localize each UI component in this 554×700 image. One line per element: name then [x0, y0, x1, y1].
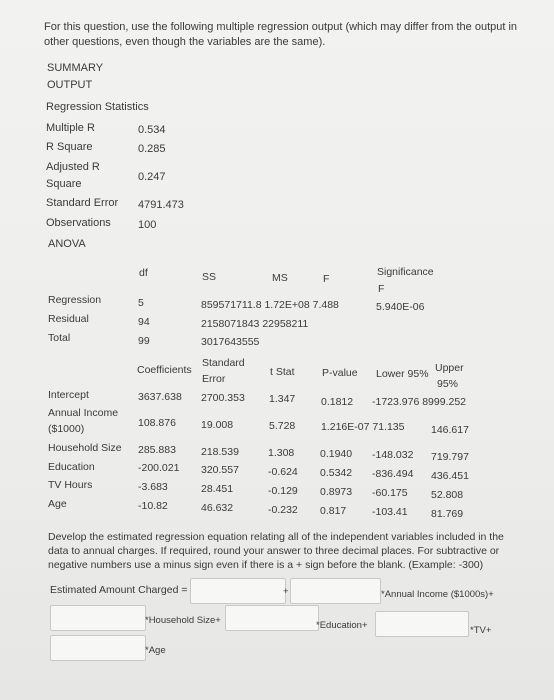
r-square-label: R Square — [46, 141, 93, 153]
age-term: *Age — [145, 645, 166, 656]
annual-income-unit: ($1000) — [48, 423, 85, 435]
anova-total-label: Total — [48, 332, 71, 344]
education-p: 0.5342 — [320, 467, 353, 479]
age-upper: 81.769 — [431, 508, 464, 520]
lower95-header: Lower 95% — [376, 368, 429, 380]
age-t: -0.232 — [268, 504, 298, 516]
household-size-label: Household Size — [48, 442, 122, 454]
age-p: 0.817 — [320, 505, 347, 517]
intercept-answer-input[interactable] — [190, 578, 286, 604]
output-label: OUTPUT — [47, 79, 93, 91]
anova-ms-header: MS — [272, 272, 288, 284]
annual-income-label: Annual Income — [48, 407, 119, 419]
education-upper: 436.451 — [431, 470, 469, 482]
adjusted-r-label: Adjusted R — [46, 161, 100, 173]
household-size-p: 0.1940 — [320, 448, 353, 460]
intercept-label: Intercept — [48, 389, 89, 401]
anova-residual-values: 2158071843 22958211 — [201, 318, 309, 330]
anova-residual-df: 94 — [138, 316, 150, 328]
intercept-p: 0.1812 — [321, 396, 354, 408]
anova-regression-values: 859571711.8 1.72E+08 7.488 — [201, 299, 339, 311]
se-header: Standard — [202, 357, 245, 369]
equation-lead: Estimated Amount Charged = — [50, 584, 188, 596]
observations-value: 100 — [138, 219, 157, 231]
age-label: Age — [48, 498, 67, 510]
tstat-header: t Stat — [270, 366, 295, 378]
tv-hours-lower: -60.175 — [372, 487, 408, 499]
anova-regression-significance: 5.940E-06 — [376, 301, 425, 313]
annual-income-t: 5.728 — [269, 420, 296, 432]
household-size-upper: 719.797 — [431, 451, 469, 463]
anova-regression-label: Regression — [48, 294, 102, 306]
anova-significance-f-header: F — [378, 283, 385, 295]
education-t: -0.624 — [268, 466, 298, 478]
education-coef: -200.021 — [138, 462, 180, 474]
household-size-se: 218.539 — [201, 446, 239, 458]
intercept-se: 2700.353 — [201, 392, 245, 404]
tv-hours-label: TV Hours — [48, 479, 93, 491]
multiple-r-value: 0.534 — [138, 124, 166, 136]
tv-hours-coef: -3.683 — [138, 481, 168, 493]
household-size-lower: -148.032 — [372, 449, 414, 461]
intercept-ci: -1723.976 8999.252 — [372, 396, 467, 408]
tv-term: *TV+ — [470, 625, 492, 636]
adjusted-r-square-label: Square — [46, 178, 82, 190]
standard-error-value: 4791.473 — [138, 199, 184, 211]
household-size-coef: 285.883 — [138, 444, 176, 456]
age-se: 46.632 — [201, 502, 234, 514]
education-lower: -836.494 — [372, 468, 414, 480]
multiple-r-label: Multiple R — [46, 122, 95, 134]
tv-hours-upper: 52.808 — [431, 489, 464, 501]
observations-label: Observations — [46, 217, 111, 229]
tv-hours-se: 28.451 — [201, 483, 234, 495]
anova-f-header: F — [323, 273, 330, 285]
annual-income-se: 19.008 — [201, 419, 234, 431]
education-term: *Education+ — [316, 620, 368, 631]
education-se: 320.557 — [201, 464, 239, 476]
standard-error-label: Standard Error — [46, 197, 119, 209]
se-error-header: Error — [202, 373, 226, 385]
household-size-term: *Household Size+ — [145, 615, 221, 626]
anova-title: ANOVA — [48, 238, 86, 250]
annual-income-answer-input[interactable] — [290, 578, 381, 604]
question-intro: For this question, use the following multiple regression output (which may differ from the output in other questions, even though the variables are the same). — [44, 21, 518, 48]
household-size-t: 1.308 — [268, 447, 295, 459]
r-square-value: 0.285 — [138, 143, 166, 155]
intercept-coef: 3637.638 — [138, 391, 182, 403]
tv-hours-p: 0.8973 — [320, 486, 353, 498]
upper95-sub-header: 95% — [437, 378, 459, 390]
anova-total-df: 99 — [138, 335, 150, 347]
anova-total-ss: 3017643555 — [201, 336, 260, 348]
anova-regression-df: 5 — [138, 297, 144, 309]
annual-income-p-lower: 1.216E-07 71.135 — [321, 421, 405, 433]
intercept-t: 1.347 — [269, 393, 296, 405]
anova-residual-label: Residual — [48, 313, 89, 325]
education-label: Education — [48, 461, 95, 473]
upper95-header: Upper — [435, 362, 464, 374]
tv-hours-t: -0.129 — [268, 485, 298, 497]
anova-df-header: df — [139, 267, 148, 279]
tv-answer-input[interactable] — [375, 611, 469, 637]
coef-header: Coefficients — [137, 364, 192, 376]
regression-statistics-title: Regression Statistics — [46, 101, 149, 113]
annual-income-term: *Annual Income ($1000s)+ — [381, 589, 494, 600]
age-lower: -103.41 — [372, 506, 408, 518]
summary-label: SUMMARY — [47, 62, 104, 74]
pvalue-header: P-value — [322, 367, 358, 379]
instructions: Develop the estimated regression equation relating all of the independent variables included in the data to annual charges. If required, round your answer to three decimal places. For subtractive or negative numbers use a minus sign even if there is a + sign before the blank. (Example: -300) — [48, 531, 504, 571]
annual-income-coef: 108.876 — [138, 417, 176, 429]
annual-income-upper: 146.617 — [431, 424, 469, 436]
anova-significance-header: Significance — [377, 266, 434, 278]
age-answer-input[interactable] — [50, 635, 146, 661]
age-coef: -10.82 — [138, 500, 168, 512]
education-answer-input[interactable] — [225, 605, 319, 631]
adjusted-r-square-value: 0.247 — [138, 171, 166, 183]
anova-ss-header: SS — [202, 271, 217, 283]
household-size-answer-input[interactable] — [50, 605, 146, 631]
plus-sign: + — [283, 586, 289, 597]
